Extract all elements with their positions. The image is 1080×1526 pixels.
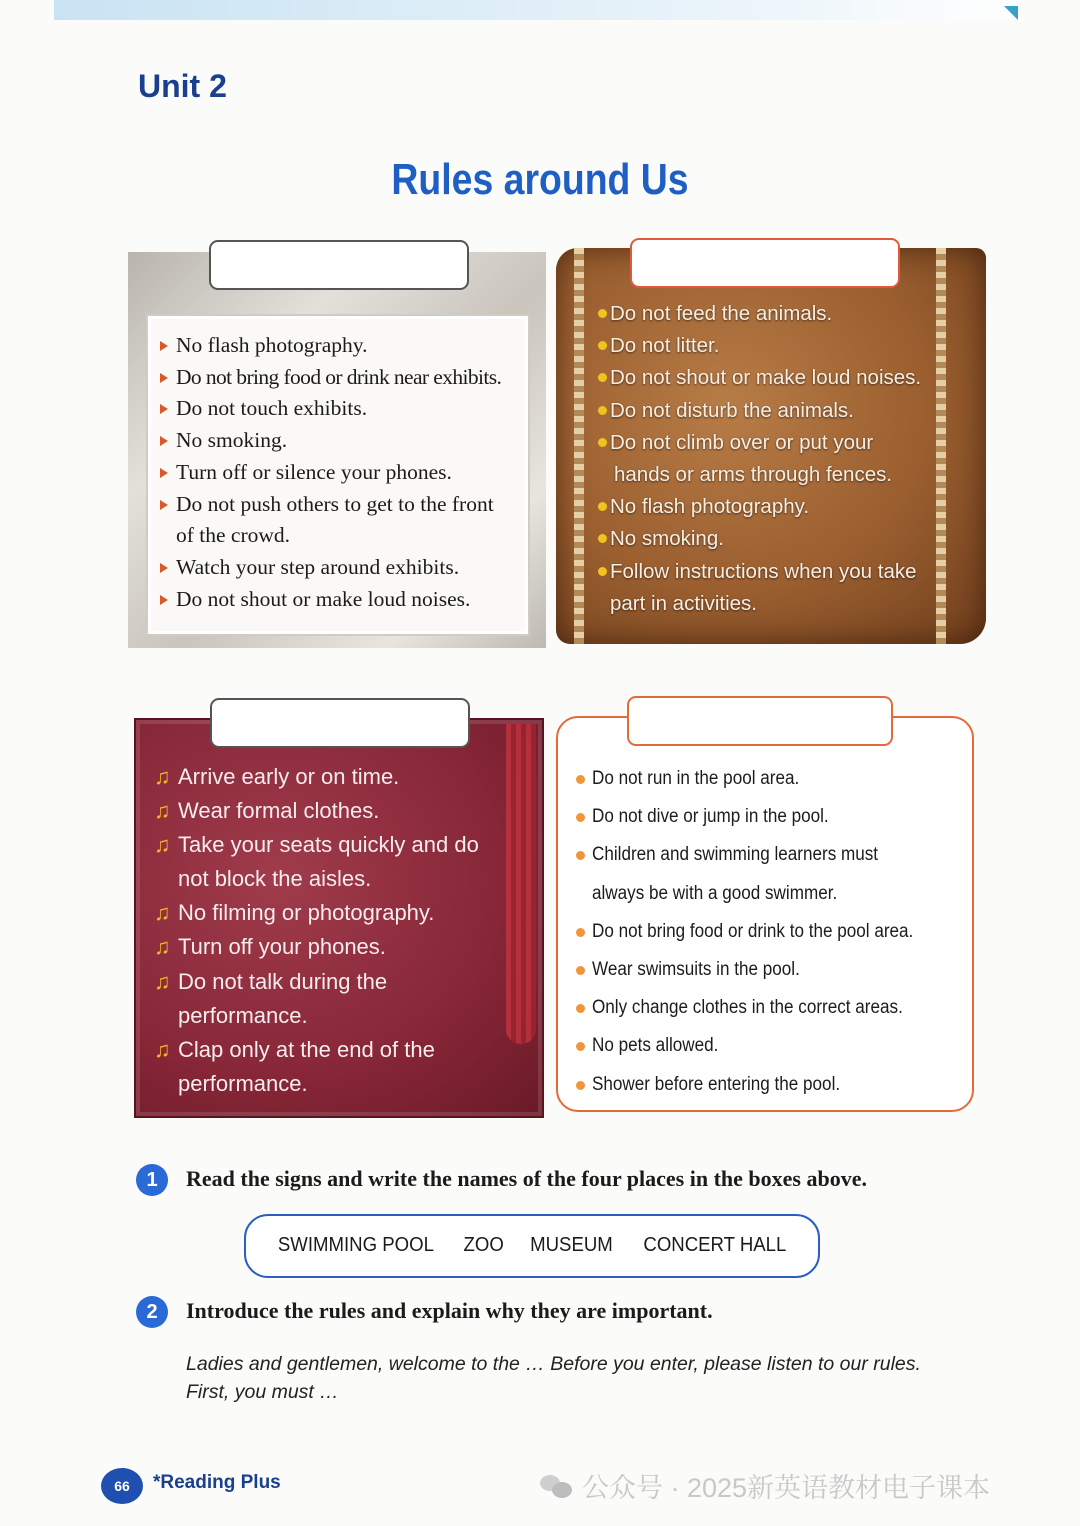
triangle-bullet-icon: [160, 468, 168, 478]
rule-item: No smoking.: [160, 425, 528, 457]
rule-item: Do not climb over or put your: [598, 427, 986, 459]
rule-item: No smoking.: [598, 523, 986, 555]
triangle-bullet-icon: [160, 563, 168, 573]
rule-item: ♫ Do not talk during the: [154, 965, 542, 999]
triangle-bullet-icon: [160, 373, 168, 383]
watermark: [540, 1466, 990, 1505]
rule-item: Do not dive or jump in the pool.: [576, 798, 972, 836]
museum-rules-card: [146, 314, 530, 636]
rule-item: Do not run in the pool area.: [576, 760, 972, 798]
watermark-text: 公众号 · 2025新英语教材电子课本: [582, 1473, 991, 1503]
rule-item: No flash photography.: [598, 491, 986, 523]
dot-bullet-icon: [576, 1081, 585, 1090]
rule-item: Do not shout or make loud noises.: [598, 362, 986, 394]
dot-bullet-icon: [598, 534, 607, 543]
rule-item-continued: part in activities.: [610, 591, 757, 615]
concert-hall-name-box[interactable]: [210, 698, 470, 748]
rule-item: Children and swimming learners must: [576, 836, 972, 874]
task-1-number: 1: [136, 1164, 168, 1196]
wechat-icon: [540, 1473, 574, 1499]
rope-left: [574, 248, 584, 644]
task-1-instruction: Read the signs and write the names of the four places in the boxes above.: [186, 1166, 867, 1191]
example-line: First, you must …: [186, 1381, 339, 1403]
rule-item: ♫ Wear formal clothes.: [154, 794, 542, 828]
rule-item-continued: always be with a good swimmer.: [592, 882, 838, 904]
top-banner: [54, 0, 1020, 20]
rule-item: Do not litter.: [598, 330, 986, 362]
pool-rules-list: [558, 718, 972, 1104]
music-note-icon: ♫: [154, 798, 171, 824]
rule-item-continued: performance.: [178, 1002, 308, 1028]
section-label: *Reading Plus: [153, 1472, 281, 1493]
rule-item: Do not touch exhibits.: [160, 393, 528, 425]
triangle-bullet-icon: [160, 595, 168, 605]
rule-item: ♫ No filming or photography.: [154, 896, 542, 930]
page-number: 66: [101, 1468, 143, 1504]
music-note-icon: ♫: [154, 832, 171, 858]
museum-name-box[interactable]: [209, 240, 469, 290]
rule-item: Do not bring food or drink to the pool area.: [576, 913, 972, 951]
dot-bullet-icon: [576, 1042, 585, 1051]
dot-bullet-icon: [598, 309, 607, 318]
swimming-pool-sign: [556, 716, 974, 1112]
music-note-icon: ♫: [154, 1036, 171, 1062]
music-note-icon: ♫: [154, 934, 171, 960]
triangle-bullet-icon: [160, 404, 168, 414]
museum-sign: [128, 252, 546, 648]
example-speech: [186, 1350, 921, 1406]
example-line: Ladies and gentlemen, welcome to the … Before you enter, please listen to our rules.: [186, 1353, 921, 1375]
word-bank-item: CONCERT HALL: [643, 1234, 787, 1256]
dot-bullet-icon: [576, 775, 585, 784]
unit-label: Unit 2: [138, 68, 227, 104]
word-bank: [244, 1214, 820, 1278]
music-note-icon: ♫: [154, 900, 171, 926]
concert-hall-sign: [134, 718, 544, 1118]
rule-item: Do not push others to get to the front: [160, 489, 528, 521]
word-bank-item: MUSEUM: [530, 1234, 614, 1256]
rule-item-continued: performance.: [178, 1070, 308, 1096]
dot-bullet-icon: [576, 928, 585, 937]
swimming-pool-name-box[interactable]: [627, 696, 893, 746]
word-bank-item: SWIMMING POOL: [277, 1234, 435, 1256]
zoo-sign: [556, 248, 986, 644]
museum-rules-list: [148, 316, 528, 615]
triangle-bullet-icon: [160, 436, 168, 446]
dot-bullet-icon: [598, 341, 607, 350]
dot-bullet-icon: [598, 373, 607, 382]
rule-item: Only change clothes in the correct areas.: [576, 989, 972, 1027]
dot-bullet-icon: [576, 966, 585, 975]
rule-item-continued: hands or arms through fences.: [614, 463, 893, 487]
rule-item: Watch your step around exhibits.: [160, 552, 528, 584]
concert-rules-list: [136, 720, 542, 1101]
dot-bullet-icon: [576, 1004, 585, 1013]
rule-item: Shower before entering the pool.: [576, 1066, 972, 1104]
music-note-icon: ♫: [154, 764, 171, 789]
rule-item: No flash photography.: [160, 330, 528, 362]
rule-item: Follow instructions when you take: [598, 556, 986, 588]
rule-item: Do not shout or make loud noises.: [160, 584, 528, 616]
rule-item: Turn off or silence your phones.: [160, 457, 528, 489]
dot-bullet-icon: [598, 502, 607, 511]
rule-item: Do not feed the animals.: [598, 298, 986, 330]
dot-bullet-icon: [576, 851, 585, 860]
rule-item: No pets allowed.: [576, 1027, 972, 1065]
rule-item: ♫ Clap only at the end of the: [154, 1033, 542, 1067]
page-title: Rules around Us: [391, 155, 689, 204]
word-bank-item: ZOO: [463, 1234, 504, 1256]
corner-mark: [1004, 6, 1018, 20]
rule-item: ♫ Take your seats quickly and do: [154, 828, 542, 862]
rule-item: ♫ Arrive early or on time.: [154, 760, 542, 794]
rule-item-continued: of the crowd.: [176, 523, 291, 548]
dot-bullet-icon: [598, 406, 607, 415]
music-note-icon: ♫: [154, 968, 171, 994]
rule-item: Do not bring food or drink near exhibits.: [160, 362, 528, 394]
dot-bullet-icon: [598, 567, 607, 576]
task-2-instruction: Introduce the rules and explain why they are important.: [186, 1298, 713, 1323]
zoo-rules-list: [556, 248, 986, 620]
dot-bullet-icon: [576, 813, 585, 822]
triangle-bullet-icon: [160, 500, 168, 510]
rule-item: Do not disturb the animals.: [598, 395, 986, 427]
rule-item: ♫ Turn off your phones.: [154, 930, 542, 964]
task-2-number: 2: [136, 1296, 168, 1328]
rule-item-continued: not block the aisles.: [178, 866, 372, 892]
dot-bullet-icon: [598, 438, 607, 447]
triangle-bullet-icon: [160, 341, 168, 351]
rule-item: Wear swimsuits in the pool.: [576, 951, 972, 989]
zoo-name-box[interactable]: [630, 238, 900, 288]
